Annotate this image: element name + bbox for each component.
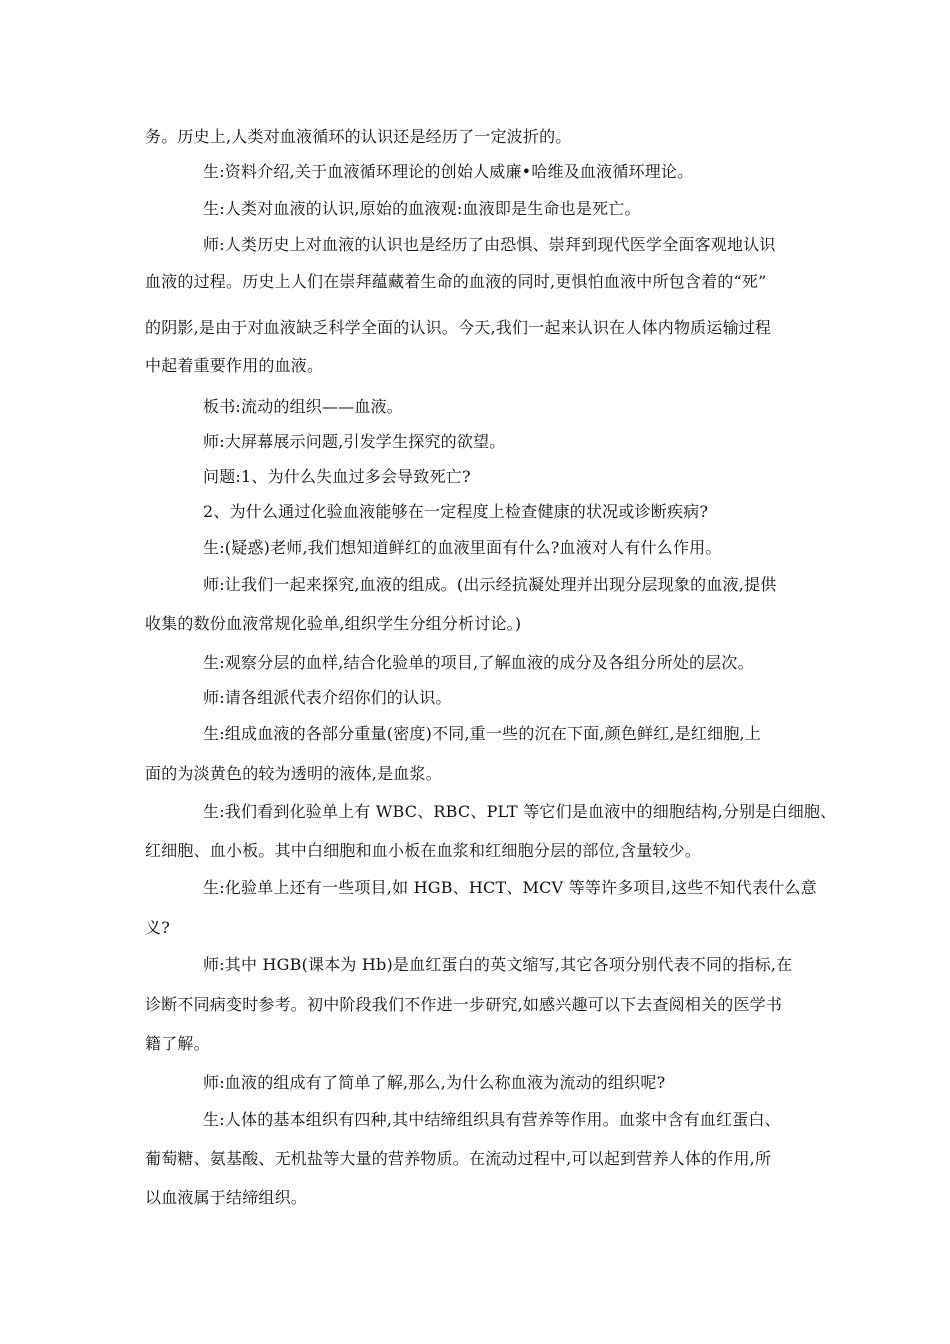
- paragraph-line: 面的为淡黄色的较为透明的液体,是血浆。: [145, 764, 442, 783]
- paragraph-line: 生:化验单上还有一些项目,如 HGB、HCT、MCV 等等许多项目,这些不知代表什么意: [203, 878, 817, 897]
- paragraph-line: 葡萄糖、氨基酸、无机盐等大量的营养物质。在流动过程中,可以起到营养人体的作用,所: [145, 1149, 772, 1168]
- paragraph-line: 师:让我们一起来探究,血液的组成。(出示经抗凝处理并出现分层现象的血液,提供: [203, 575, 777, 594]
- paragraph-line: 义?: [145, 918, 170, 937]
- paragraph-line: 中起着重要作用的血液。: [145, 356, 324, 375]
- paragraph-line: 的阴影,是由于对血液缺乏科学全面的认识。今天,我们一起来认识在人体内物质运输过程: [145, 318, 772, 337]
- paragraph-line: 生:(疑惑)老师,我们想知道鲜红的血液里面有什么?血液对人有什么作用。: [203, 538, 722, 557]
- paragraph-line: 生:我们看到化验单上有 WBC、RBC、PLT 等它们是血液中的细胞结构,分别是白细胞、: [203, 802, 837, 821]
- paragraph-line: 生:组成血液的各部分重量(密度)不同,重一些的沉在下面,颜色鲜红,是红细胞,上: [203, 724, 762, 743]
- paragraph-line: 务。历史上,人类对血液循环的认识还是经历了一定波折的。: [145, 127, 572, 146]
- paragraph-line: 生:观察分层的血样,结合化验单的项目,了解血液的成分及各组分所处的层次。: [203, 653, 754, 672]
- paragraph-line: 籍了解。: [145, 1034, 210, 1053]
- paragraph-line: 生:资料介绍,关于血液循环理论的创始人威廉•哈维及血液循环理论。: [203, 162, 694, 181]
- paragraph-line: 诊断不同病变时参考。初中阶段我们不作进一步研究,如感兴趣可以下去查阅相关的医学书: [145, 995, 783, 1014]
- paragraph-line: 师:血液的组成有了简单了解,那么,为什么称血液为流动的组织呢?: [203, 1073, 666, 1092]
- paragraph-line: 2、为什么通过化验血液能够在一定程度上检查健康的状况或诊断疾病?: [203, 502, 709, 521]
- paragraph-line: 以血液属于结缔组织。: [145, 1188, 308, 1207]
- paragraph-line: 师:请各组派代表介绍你们的认识。: [203, 688, 452, 707]
- paragraph-line: 师:人类历史上对血液的认识也是经历了由恐惧、崇拜到现代医学全面客观地认识: [203, 235, 776, 254]
- paragraph-line: 红细胞、血小板。其中白细胞和血小板在血浆和红细胞分层的部位,含量较少。: [145, 841, 702, 860]
- paragraph-line: 问题:1、为什么失血过多会导致死亡?: [203, 467, 471, 486]
- paragraph-line: 师:大屏幕展示问题,引发学生探究的欲望。: [203, 432, 506, 451]
- paragraph-line: 生:人体的基本组织有四种,其中结缔组织具有营养等作用。血浆中含有血红蛋白、: [203, 1110, 781, 1129]
- paragraph-line: 板书:流动的组织——血液。: [203, 397, 403, 416]
- paragraph-line: 师:其中 HGB(课本为 Hb)是血红蛋白的英文缩写,其它各项分别代表不同的指标,在: [203, 955, 793, 974]
- paragraph-line: 血液的过程。历史上人们在崇拜蕴藏着生命的血液的同时,更惧怕血液中所包含着的“死”: [145, 272, 767, 291]
- paragraph-line: 生:人类对血液的认识,原始的血液观:血液即是生命也是死亡。: [203, 199, 641, 218]
- paragraph-line: 收集的数份血液常规化验单,组织学生分组分析讨论。): [145, 614, 522, 633]
